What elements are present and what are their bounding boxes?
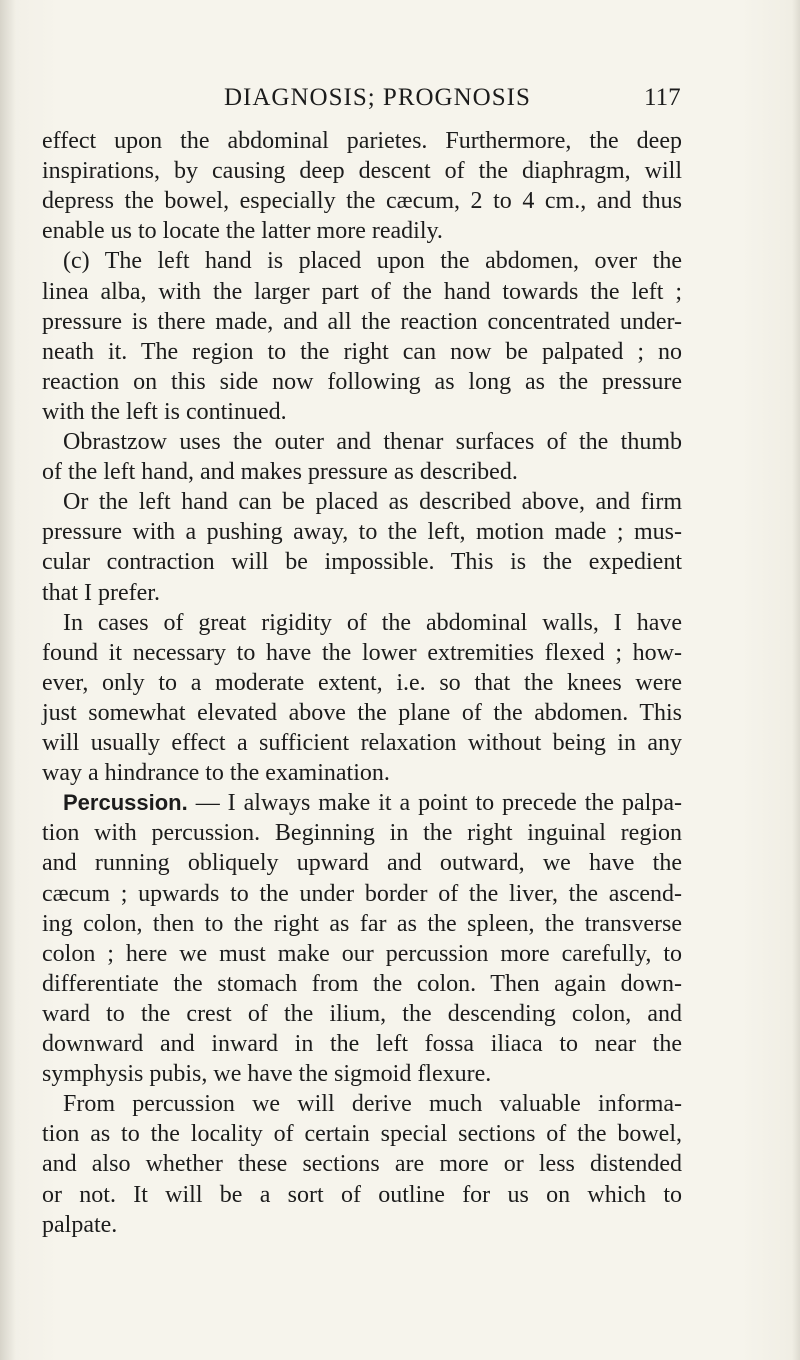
page-number: 117 <box>644 84 681 111</box>
text-line <box>42 277 682 307</box>
text-line <box>42 818 682 848</box>
line-text: (c) The left hand is placed upon the abdomen, over the <box>63 248 682 275</box>
text-line <box>42 1149 682 1179</box>
line-text: Obrastzow uses the outer and thenar surfaces of the thumb <box>63 429 682 455</box>
text-line <box>42 728 682 758</box>
page-header <box>0 84 800 124</box>
text-line <box>42 1059 682 1089</box>
line-text: colon ; here we must make our percussion more carefully, to <box>42 940 682 967</box>
text-line <box>42 698 682 728</box>
line-text: neath it. The region to the right can now be palpated ; no <box>42 338 682 365</box>
text-line <box>42 999 682 1029</box>
text-line <box>42 758 682 788</box>
running-title: DIAGNOSIS; PROGNOSIS <box>224 84 531 111</box>
line-text: just somewhat elevated above the plane of the abdomen. This <box>42 699 682 726</box>
text-line <box>42 638 682 668</box>
line-text: with the left is continued. <box>42 398 287 425</box>
line-text: downward and inward in the left fossa iliaca to near the <box>42 1031 682 1057</box>
text-line <box>42 1180 682 1210</box>
page-gutter-shadow <box>0 0 16 1360</box>
text-line <box>42 969 682 999</box>
text-line <box>42 547 682 577</box>
line-text: depress the bowel, especially the cæcum, 2 to 4 cm., and thus <box>42 188 682 215</box>
line-text: found it necessary to have the lower extremities flexed ; how- <box>42 639 682 666</box>
line-text: differentiate the stomach from the colon. Then again down- <box>42 970 682 997</box>
line-text: enable us to locate the latter more readily. <box>42 218 443 245</box>
text-line <box>42 367 682 397</box>
text-line <box>42 337 682 367</box>
line-text: palpate. <box>42 1211 118 1238</box>
line-text: tion as to the locality of certain special sections of the bowel, <box>42 1121 682 1148</box>
text-line <box>42 939 682 969</box>
text-line <box>42 1210 682 1240</box>
text-line <box>63 427 682 457</box>
text-line <box>42 186 682 216</box>
text-line <box>42 668 682 698</box>
text-line <box>42 1029 682 1059</box>
text-line <box>42 457 682 487</box>
line-text: will usually effect a sufficient relaxation without being in any <box>42 730 682 756</box>
page-edge-shadow <box>792 0 800 1360</box>
line-text: cæcum ; upwards to the under border of the liver, the ascend- <box>42 880 682 907</box>
line-text: ever, only to a moderate extent, i.e. so that the knees were <box>42 669 682 696</box>
line-text: way a hindrance to the examination. <box>42 760 390 787</box>
line-text: ing colon, then to the right as far as the spleen, the transverse <box>42 910 682 937</box>
text-line <box>63 246 682 276</box>
line-text: inspirations, by causing deep descent of the diaphragm, will <box>42 158 682 185</box>
line-text: and also whether these sections are more or less distended <box>42 1151 682 1178</box>
line-text: In cases of great rigidity of the abdominal walls, I have <box>63 609 682 636</box>
text-line <box>42 578 682 608</box>
line-text: ward to the crest of the ilium, the descending colon, and <box>42 1000 682 1027</box>
text-line <box>42 397 682 427</box>
line-text: From percussion we will derive much valuable informa- <box>63 1091 682 1118</box>
text-line <box>63 1089 682 1119</box>
text-line <box>63 608 682 638</box>
text-line <box>42 216 682 246</box>
text-line <box>63 487 682 517</box>
line-text: Or the left hand can be placed as described above, and firm <box>63 489 682 516</box>
line-text: tion with percussion. Beginning in the right inguinal region <box>42 820 682 847</box>
text-line <box>42 909 682 939</box>
line-text: or not. It will be a sort of outline for us on which to <box>42 1181 682 1208</box>
line-text: pressure is there made, and all the reaction concentrated under- <box>42 308 682 335</box>
line-text: reaction on this side now following as long as the pressure <box>42 368 682 395</box>
text-line <box>42 307 682 337</box>
line-text: effect upon the abdominal parietes. Furthermore, the deep <box>42 128 682 154</box>
line-text: that I prefer. <box>42 579 160 606</box>
line-text: symphysis pubis, we have the sigmoid flexure. <box>42 1061 492 1088</box>
text-line <box>42 848 682 878</box>
line-text: cular contraction will be impossible. This is the expedient <box>42 549 682 576</box>
text-line <box>63 788 682 818</box>
text-line <box>42 879 682 909</box>
section-run-in-heading: Percussion. <box>63 790 188 816</box>
text-line <box>42 517 682 547</box>
line-text: of the left hand, and makes pressure as described. <box>42 459 518 486</box>
text-line <box>42 156 682 186</box>
text-line <box>42 126 682 156</box>
line-text: — I always make it a point to precede the palpa- <box>187 790 682 817</box>
line-text: linea alba, with the larger part of the hand towards the left ; <box>42 278 682 305</box>
line-text: and running obliquely upward and outward, we have the <box>42 850 682 877</box>
line-text: pressure with a pushing away, to the left, motion made ; mus- <box>42 519 682 546</box>
text-line <box>42 1119 682 1149</box>
